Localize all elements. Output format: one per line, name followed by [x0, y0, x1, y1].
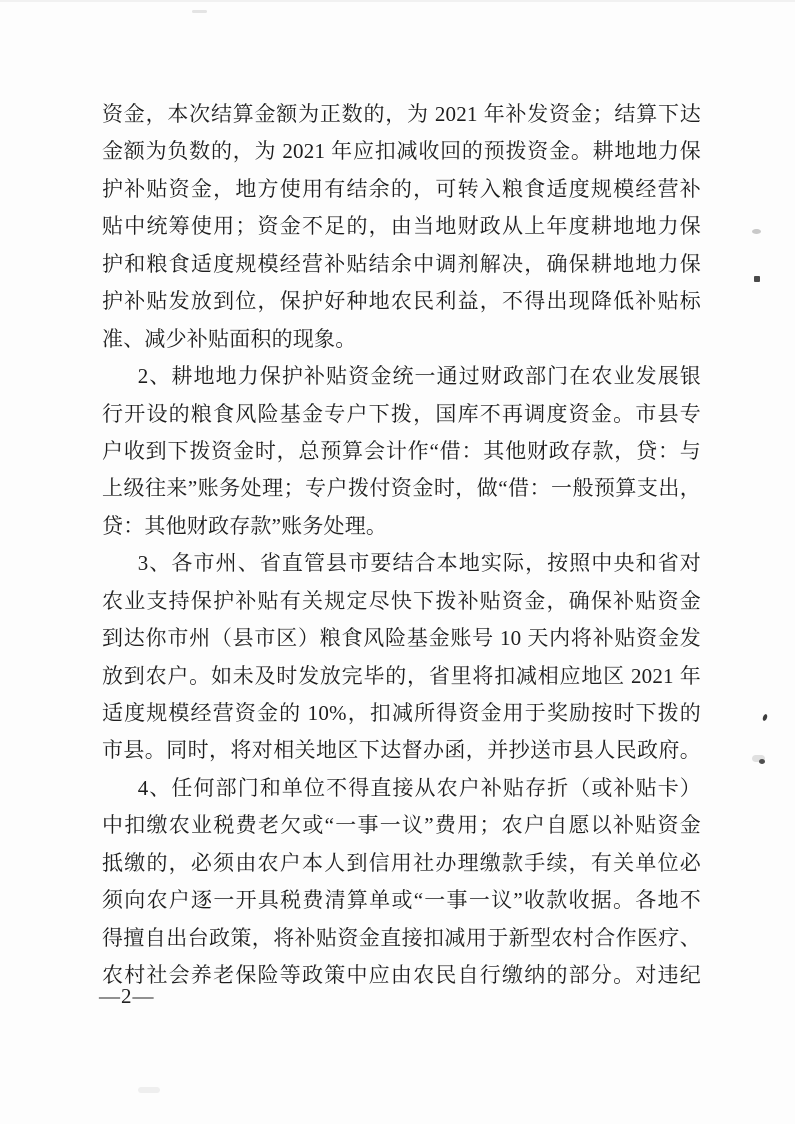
text-line-paragraph-3-start: 3、各市州、省直管县市要结合本地实际，按照中央和省对 [137, 551, 701, 576]
text-line: 贷：其他财政存款”账务处理。 [102, 513, 388, 538]
scan-speck [752, 229, 761, 234]
text-line: 农村社会养老保险等政策中应由农民自行缴纳的部分。对违纪 [102, 963, 701, 988]
text-line: 抵缴的，必须由农户本人到信用社办理缴款手续，有关单位必 [102, 850, 701, 875]
text-line-paragraph-2-start: 2、耕地地力保护补贴资金统一通过财政部门在农业发展银 [137, 364, 701, 389]
text-line: 护补贴发放到位，保护好种地农民利益，不得出现降低补贴标 [102, 289, 701, 314]
text-line: 金额为负数的，为 2021 年应扣减收回的预拨资金。耕地地力保 [102, 139, 701, 164]
text-line: 护补贴资金，地方使用有结余的，可转入粮食适度规模经营补 [102, 176, 701, 201]
text-line: 须向农户逐一开具税费清算单或“一事一议”收款收据。各地不 [102, 888, 701, 913]
scan-speck [138, 1087, 160, 1093]
scan-speck [762, 714, 768, 722]
text-line: 市县。同时，将对相关地区下达督办函，并抄送市县人民政府。 [102, 738, 701, 763]
text-line: 贴中统筹使用；资金不足的，由当地财政从上年度耕地地力保 [102, 214, 701, 239]
text-line: 上级往来”账务处理；专户拨付资金时，做“借：一般预算支出， [102, 476, 701, 501]
scan-speck [754, 276, 760, 282]
document-body [102, 96, 701, 995]
text-line: 适度规模经营资金的 10%，扣减所得资金用于奖励按时下拨的 [102, 701, 701, 725]
text-line: 资金，本次结算金额为正数的，为 2021 年补发资金；结算下达 [102, 102, 701, 126]
text-line: 得擅自出台政策，将补贴资金直接扣减用于新型农村合作医疗、 [102, 925, 701, 950]
text-line: 户收到下拨资金时，总预算会计作“借：其他财政存款，贷：与 [102, 438, 701, 463]
text-line: 准、减少补贴面积的现象。 [102, 326, 357, 351]
scan-edge [0, 0, 795, 2]
page-number: —2— [99, 984, 155, 1008]
text-line: 到达你市州（县市区）粮食风险基金账号 10 天内将补贴资金发 [102, 626, 701, 651]
text-line: 中扣缴农业税费老欠或“一事一议”费用；农户自愿以补贴资金 [102, 813, 701, 838]
scan-speck [759, 759, 765, 764]
text-line-paragraph-4-start: 4、任何部门和单位不得直接从农户补贴存折（或补贴卡） [137, 775, 701, 800]
scan-speck [192, 10, 207, 13]
text-line: 护和粮食适度规模经营补贴结余中调剂解决，确保耕地地力保 [102, 251, 701, 276]
text-line: 放到农户。如未及时发放完毕的，省里将扣减相应地区 2021 年 [102, 663, 701, 688]
text-line: 农业支持保护补贴有关规定尽快下拨补贴资金，确保补贴资金 [102, 588, 701, 613]
text-line: 行开设的粮食风险基金专户下拨，国库不再调度资金。市县专 [102, 401, 701, 426]
